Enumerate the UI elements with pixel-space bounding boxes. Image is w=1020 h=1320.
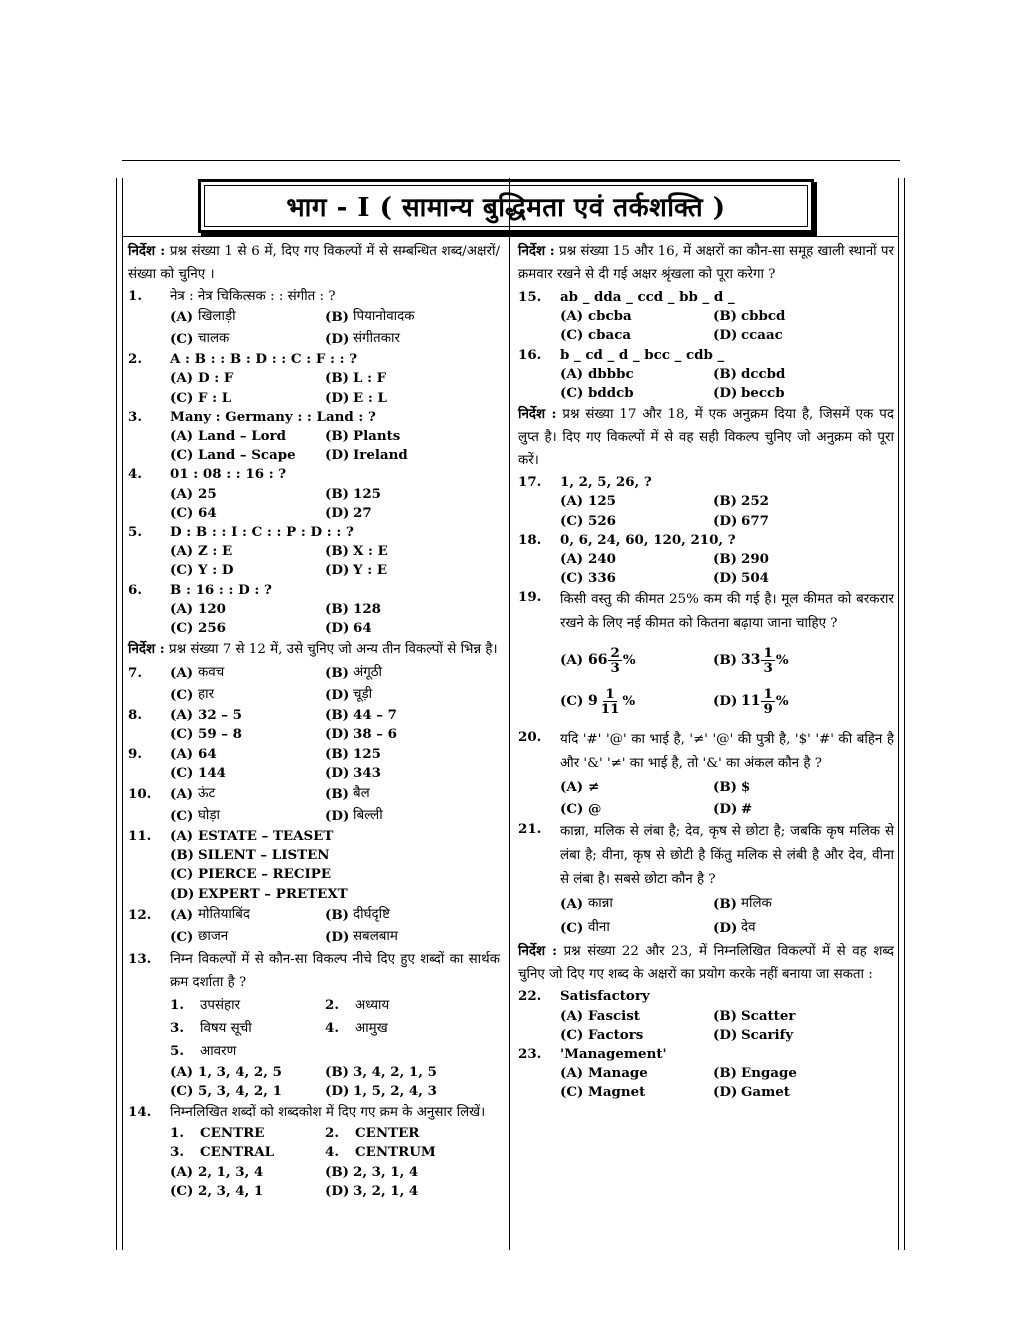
right-column [518, 240, 894, 1103]
question-22: 22. Satisfactory [518, 988, 650, 1005]
left-border-outer [116, 178, 117, 1250]
question-3: 3. Many : Germany : : Land : ? [128, 408, 376, 425]
options-17: (A) 125 (B) 252 (C) 526 (D) 677 [560, 493, 769, 529]
direction-2: निर्देश : प्रश्न संख्या 7 से 12 में, उसे चुनिए जो अन्य तीन विकल्पों से भिन्न है। [128, 641, 498, 658]
options-14: (A) 2, 1, 3, 4 (B) 2, 3, 1, 4 (C) 2, 3, 4, 1 (D) 3, 2, 1, 4 [170, 1163, 419, 1199]
question-9: 9. (A) 64 (B) 125 (C) 144 (D) 343 [128, 745, 381, 781]
options-5: (A) Z : E (B) X : E (C) Y : D (D) Y : E [170, 543, 388, 579]
items-13: 1. उपसंहार 2. अध्याय 3. विषय सूची 4. आमुख 5. आवरण [170, 996, 390, 1059]
options-15: (A) cbcba (B) cbbcd (C) cbaca (D) ccaac [560, 308, 786, 344]
question-1: 1. नेत्र : नेत्र चिकित्सक : : संगीत : ? [128, 288, 336, 304]
question-11: 11. (A) ESTATE – TEASET (B) SILENT – LISTEN (C) PIERCE – RECIPE (D) EXPERT – PRETEXT [128, 828, 348, 902]
section-title-box [198, 179, 814, 233]
question-10: 10. (A) ऊंट (B) बैल (C) घोड़ा (D) बिल्ली [128, 786, 383, 825]
left-column [128, 240, 500, 1201]
question-5: 5. D : B : : I : C : : P : D : : ? [128, 524, 354, 541]
question-16: 16. b _ cd _ d _ bcc _ cdb _ [518, 346, 725, 363]
section-title: भाग - I ( सामान्य बुद्धिमता एवं तर्कशक्ति ) [204, 185, 808, 227]
direction-3: निर्देश : प्रश्न संख्या 15 और 16, में अक्षरों का कौन-सा समूह खाली स्थानों पर क्रमवार रखने से दी गई अक्षर श्रृंखला को पूरा करेगा ? [518, 243, 894, 282]
options-23: (A) Manage (B) Engage (C) Magnet (D) Gamet [560, 1065, 797, 1101]
question-2: 2. A : B : : B : D : : C : F : : ? [128, 351, 358, 368]
question-20: 20. यदि '#' '@' का भाई है, '≠' '@' की पुत्री है, '$' '#' की बहिन है और '&' '≠' का भाई है, तो '&' का अंकल कौन है ? [518, 729, 894, 772]
direction-1: निर्देश : प्रश्न संख्या 1 से 6 में, दिए गए विकल्पों में से सम्बन्धित शब्द/अक्षरों/संख्या को चुनिए । [128, 243, 500, 282]
options-16: (A) dbbbc (B) dccbd (C) bddcb (D) beccb [560, 365, 786, 402]
center-divider [509, 178, 510, 1250]
options-22: (A) Fascist (B) Scatter (C) Factors (D) Scarify [560, 1007, 796, 1043]
options-21: (A) कान्ना (B) मलिक (C) वीना (D) देव [560, 896, 772, 937]
question-23: 23. 'Management' [518, 1046, 667, 1063]
direction-5: निर्देश : प्रश्न संख्या 22 और 23, में निम्नलिखित विकल्पों में से वह शब्द चुनिए जो दिए गए शब्द के अक्षरों का प्रयोग करके नहीं बनाया जा सकता : [518, 943, 894, 983]
options-1: (A) खिलाड़ी (B) पियानोवादक (C) चालक (D) संगीतकार [170, 309, 415, 348]
question-7: 7. (A) कवच (B) अंगूठी (C) हार (D) चूड़ी [128, 665, 383, 704]
question-14: 14. निम्नलिखित शब्दों को शब्दकोश में दिए गए क्रम के अनुसार लिखें। [128, 1104, 486, 1121]
question-19: 19. किसी वस्तु की कीमत 25% कम की गई है। मूल कीमत को बरकरार रखने के लिए नई कीमत को कितना बढ़ाया जाना चाहिए ? [518, 589, 894, 632]
items-14: 1. CENTRE 2. CENTER 3. CENTRAL 4. CENTRUM [170, 1125, 436, 1161]
options-6: (A) 120 (B) 128 (C) 256 (D) 64 [170, 600, 381, 637]
options-18: (A) 240 (B) 290 (C) 336 (D) 504 [560, 551, 769, 587]
question-8: 8. (A) 32 – 5 (B) 44 – 7 (C) 59 – 8 (D) 38 – 6 [128, 707, 397, 743]
top-rule [122, 160, 900, 161]
options-3: (A) Land – Lord (B) Plants (C) Land – Scape (D) Ireland [170, 428, 408, 464]
options-20: (A) ≠ (B) $ (C) @ (D) # [560, 779, 753, 818]
right-title-rule [509, 236, 898, 237]
left-title-rule [122, 236, 509, 237]
right-border-outer [904, 178, 905, 1250]
right-border-inner [898, 178, 899, 1250]
question-17: 17. 1, 2, 5, 26, ? [518, 474, 652, 491]
question-4: 4. 01 : 08 : : 16 : ? [128, 466, 287, 483]
question-15: 15. ab _ dda _ ccd _ bb _ d _ [518, 289, 735, 305]
question-21: 21. कान्ना, मलिक से लंबा है; देव, कृष से छोटा है; जबकि कृष मलिक से लंबा है; वीना, कृष से छोटी है किंतु मलिक से लंबी है और देव, वीना से लंबा है। सबसे छोटा कौन है ? [518, 821, 894, 888]
options-4: (A) 25 (B) 125 (C) 64 (D) 27 [170, 485, 381, 521]
direction-4: निर्देश : प्रश्न संख्या 17 और 18, में एक अनुक्रम दिया है, जिसमें एक पद लुप्त है। दिए गए विकल्पों में से वह सही विकल्प चुनिए जो अनुक्रम को पूरा करें। [518, 406, 894, 469]
question-6: 6. B : 16 : : D : ? [128, 581, 272, 598]
options-19: (A) 66 $\frac{2}{3}$ % (B) 33 $\frac{1}{3}$ % (C) 9 $\frac{1}{11}$ % (D) 11 $\frac{1}{9}$ % [560, 645, 789, 718]
left-border-inner [122, 178, 123, 1250]
question-12: 12. (A) मोतियाबिंद (B) दीर्घदृष्टि (C) छाजन (D) सबलबाम [128, 906, 398, 945]
options-13: (A) 1, 3, 4, 2, 5 (B) 3, 4, 2, 1, 5 (C) 5, 3, 4, 2, 1 (D) 1, 5, 2, 4, 3 [170, 1063, 437, 1100]
options-2: (A) D : F (B) L : F (C) F : L (D) E : L [170, 370, 387, 406]
question-18: 18. 0, 6, 24, 60, 120, 210, ? [518, 531, 736, 548]
question-13: 13. निम्न विकल्पों में से कौन-सा विकल्प नीचे दिए हुए शब्दों का सार्थक क्रम दर्शाता है ? [128, 950, 500, 990]
